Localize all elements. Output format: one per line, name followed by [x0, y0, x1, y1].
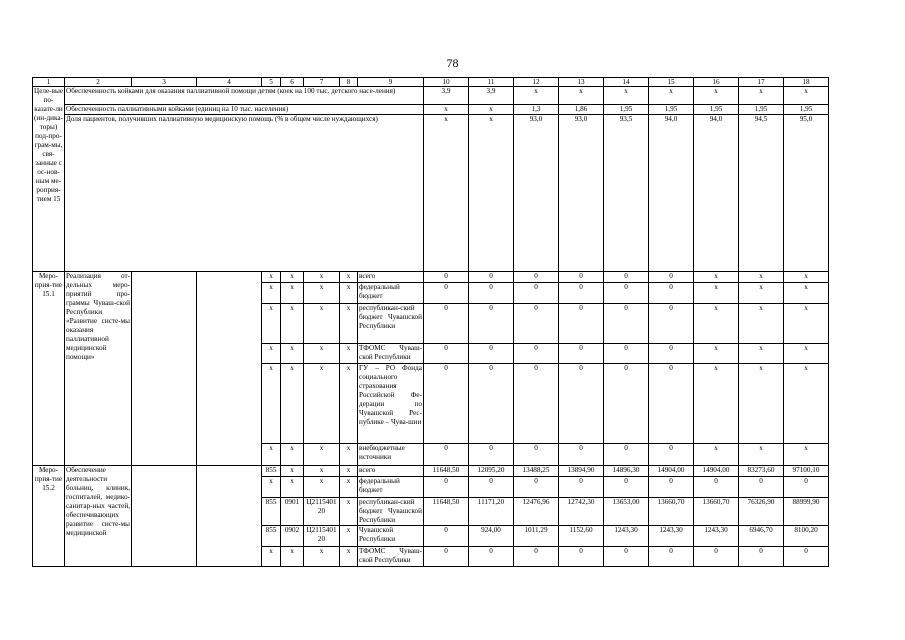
- funding-value: x: [739, 272, 784, 283]
- funding-value: 12742,30: [559, 498, 604, 526]
- funding-value: 6946,70: [739, 526, 784, 547]
- funding-value: 13894,90: [559, 466, 604, 477]
- indicator-row: [33, 105, 829, 115]
- funding-value: 14896,30: [604, 466, 649, 477]
- indicator-value: x: [469, 115, 514, 272]
- funding-value: 97100,10: [784, 466, 829, 477]
- column-header: 14: [604, 78, 649, 87]
- funding-value: 0: [784, 547, 829, 567]
- target-article: x: [304, 477, 340, 498]
- funding-value: x: [739, 364, 784, 444]
- funding-source: республикан-ский бюджет Чувашской Республики: [359, 498, 422, 524]
- indicator-value: 93,0: [514, 115, 559, 272]
- funding-value: 0: [604, 364, 649, 444]
- section-code: x: [281, 304, 304, 344]
- funding-value: 0: [469, 364, 514, 444]
- section-code: x: [281, 547, 304, 567]
- funding-value: 0: [469, 444, 514, 466]
- funding-value: x: [739, 444, 784, 466]
- indicator-value: 3,9: [424, 87, 469, 105]
- funding-value: 0: [424, 283, 469, 304]
- funding-value: x: [784, 344, 829, 364]
- funding-source: ТФОМС Чуваш-ской Республики: [358, 344, 424, 364]
- funding-value: x: [739, 304, 784, 344]
- funding-value: 0: [469, 547, 514, 567]
- funding-value: 0: [559, 283, 604, 304]
- section-code: x: [281, 272, 304, 283]
- indicator-name: Доля пациентов, получивших паллиативную медицинскую помощь (% в общем числе нуждающихся): [65, 115, 424, 272]
- funding-value: 0: [424, 344, 469, 364]
- funding-value: 0: [559, 364, 604, 444]
- funding-value: x: [694, 344, 739, 364]
- funding-value: 0: [424, 304, 469, 344]
- section-code: 0902: [281, 526, 304, 547]
- measure-name: Реализация от-дельных меро-приятий про-граммы Чуваш-ской Республики «Развитие систе-мы оказания паллиативной медицинской помощи»: [65, 272, 132, 466]
- funding-value: 83273,60: [739, 466, 784, 477]
- funding-value: 0: [649, 547, 694, 567]
- page-number: 78: [446, 56, 459, 70]
- indicator-value: 1,86: [559, 105, 604, 115]
- indicator-value: 94,5: [739, 115, 784, 272]
- funding-value: 13488,25: [514, 466, 559, 477]
- funding-value: 1243,30: [649, 526, 694, 547]
- funding-value: x: [784, 444, 829, 466]
- funding-value: 0: [604, 547, 649, 567]
- funding-value: x: [784, 283, 829, 304]
- target-article: x: [304, 344, 340, 364]
- measure-name: Обеспечение деятельности больниц, клиник, госпиталей, медико-санитар-ных частей, обеспечивающих развитие систе-мы медицинской: [65, 466, 132, 567]
- funding-source: федеральный бюджет: [358, 283, 424, 304]
- column-header: 8: [340, 78, 358, 87]
- target-article: x: [304, 444, 340, 466]
- indicator-value: 1,95: [604, 105, 649, 115]
- indicator-value: 1,3: [514, 105, 559, 115]
- funding-value: 0: [424, 526, 469, 547]
- funding-value: 0: [424, 444, 469, 466]
- funding-value: 0: [514, 444, 559, 466]
- indicator-value: x: [604, 87, 649, 105]
- measure-row: [33, 466, 829, 477]
- grbs-code: 855: [262, 466, 281, 477]
- funding-value: 0: [649, 304, 694, 344]
- funding-value: 0: [739, 477, 784, 498]
- funding-value: 0: [739, 547, 784, 567]
- funding-value: 0: [604, 477, 649, 498]
- indicator-value: 3,9: [469, 87, 514, 105]
- funding-value: 0: [649, 272, 694, 283]
- funding-value: 1011,29: [514, 526, 559, 547]
- indicator-value: x: [739, 87, 784, 105]
- funding-value: 924,00: [469, 526, 514, 547]
- column-header: 4: [197, 78, 262, 87]
- column-header: 10: [424, 78, 469, 87]
- funding-value: 13660,70: [649, 498, 694, 526]
- funding-value: x: [694, 444, 739, 466]
- funding-value: 0: [559, 344, 604, 364]
- indicator-name: Обеспеченность паллиативными койками (единиц на 10 тыс. населения): [65, 105, 424, 115]
- indicators-label: Целе-вые по-казате-ли (ин-дика-торы) под-про-грам-мы, свя-занные с ос-нов-ным ме-роприя-тием 15: [33, 87, 65, 272]
- funding-value: x: [694, 283, 739, 304]
- column-header: 7: [304, 78, 340, 87]
- funding-value: x: [694, 364, 739, 444]
- expense-type: x: [340, 444, 358, 466]
- indicator-value: x: [514, 87, 559, 105]
- indicator-value: 93,0: [559, 115, 604, 272]
- column-header: 5: [262, 78, 281, 87]
- co-executor: [197, 272, 262, 466]
- funding-value: 1243,30: [604, 526, 649, 547]
- expense-type: x: [340, 283, 358, 304]
- funding-value: x: [739, 283, 784, 304]
- responsible-executor: [132, 466, 197, 567]
- funding-value: 76326,90: [739, 498, 784, 526]
- grbs-code: x: [262, 344, 281, 364]
- grbs-code: x: [262, 364, 281, 444]
- column-header: 6: [281, 78, 304, 87]
- indicator-value: x: [784, 87, 829, 105]
- grbs-code: x: [262, 547, 281, 567]
- indicator-row: [33, 87, 829, 105]
- funding-source: республикан-ский бюджет Чувашской Республики: [358, 304, 424, 344]
- funding-value: 0: [469, 304, 514, 344]
- funding-value: 0: [604, 344, 649, 364]
- funding-value: 0: [514, 344, 559, 364]
- indicator-value: 94,0: [694, 115, 739, 272]
- section-code: x: [281, 477, 304, 498]
- funding-value: x: [784, 272, 829, 283]
- funding-value: 0: [514, 547, 559, 567]
- indicator-value: 1,95: [739, 105, 784, 115]
- expense-type: x: [340, 477, 358, 498]
- funding-value: 0: [649, 283, 694, 304]
- column-header: 9: [358, 78, 424, 87]
- indicator-value: x: [424, 105, 469, 115]
- section-code: x: [281, 364, 304, 444]
- target-article: Ц2115401 20: [304, 526, 340, 547]
- funding-source: ГУ – РО Фонда социального страхования Российской Фе-дерации по Чувашской Рес-публике – Чува-шии: [358, 364, 424, 444]
- target-article: Ц2115401 20: [304, 498, 340, 526]
- funding-value: 11648,50: [424, 466, 469, 477]
- funding-value: x: [694, 304, 739, 344]
- funding-value: 13653,00: [604, 498, 649, 526]
- column-header: 3: [132, 78, 197, 87]
- grbs-code: x: [262, 477, 281, 498]
- expense-type: x: [340, 526, 358, 547]
- funding-value: 0: [559, 547, 604, 567]
- funding-source: всего: [358, 272, 424, 283]
- funding-source: ТФОМС Чуваш-ской Республики: [358, 547, 424, 567]
- funding-value: 0: [559, 444, 604, 466]
- funding-value: 13660,70: [694, 498, 739, 526]
- section-code: x: [281, 466, 304, 477]
- section-code: x: [281, 444, 304, 466]
- column-header: 16: [694, 78, 739, 87]
- indicator-value: x: [694, 87, 739, 105]
- funding-value: 0: [559, 272, 604, 283]
- indicator-value: x: [559, 87, 604, 105]
- funding-value: 0: [559, 477, 604, 498]
- indicator-value: x: [469, 105, 514, 115]
- grbs-code: x: [262, 272, 281, 283]
- funding-value: 0: [649, 477, 694, 498]
- indicator-value: 93,5: [604, 115, 649, 272]
- expense-type: x: [340, 364, 358, 444]
- funding-value: 0: [424, 547, 469, 567]
- indicator-value: 94,0: [649, 115, 694, 272]
- funding-value: 0: [694, 477, 739, 498]
- indicator-name: Обеспеченность койками для оказания паллиативной помощи детям (коек на 100 тыс. детского насе-ления): [65, 87, 424, 105]
- section-code: x: [281, 283, 304, 304]
- indicator-value: x: [424, 115, 469, 272]
- funding-source: всего: [358, 466, 424, 477]
- funding-value: 14904,00: [649, 466, 694, 477]
- column-header: 15: [649, 78, 694, 87]
- funding-value: 0: [424, 364, 469, 444]
- funding-value: 88999,90: [784, 498, 829, 526]
- column-header: 12: [514, 78, 559, 87]
- indicator-value: 95,0: [784, 115, 829, 272]
- funding-value: 0: [514, 364, 559, 444]
- funding-value: 0: [469, 283, 514, 304]
- section-code: x: [281, 344, 304, 364]
- indicator-row: [33, 115, 829, 272]
- grbs-code: 855: [262, 498, 281, 526]
- co-executor: [197, 466, 262, 567]
- header-row: [33, 78, 829, 87]
- funding-value: 0: [559, 304, 604, 344]
- funding-value: 0: [649, 344, 694, 364]
- grbs-code: x: [262, 444, 281, 466]
- funding-value: 0: [469, 477, 514, 498]
- funding-value: 8100,20: [784, 526, 829, 547]
- funding-value: 12095,20: [469, 466, 514, 477]
- column-header: 11: [469, 78, 514, 87]
- funding-source: Чувашской Республики: [358, 526, 424, 547]
- grbs-code: x: [262, 304, 281, 344]
- measure-label: Меро-прия-тие 15.1: [33, 272, 65, 466]
- funding-value: x: [784, 304, 829, 344]
- expense-type: x: [340, 304, 358, 344]
- expense-type: x: [340, 344, 358, 364]
- funding-value: 0: [784, 477, 829, 498]
- target-article: x: [304, 304, 340, 344]
- funding-value: 0: [514, 272, 559, 283]
- indicator-value: 1,95: [649, 105, 694, 115]
- column-header: 1: [33, 78, 65, 87]
- target-article: x: [304, 466, 340, 477]
- funding-value: 0: [514, 283, 559, 304]
- section-code: 0901: [281, 498, 304, 526]
- funding-value: 1152,60: [559, 526, 604, 547]
- target-article: x: [304, 547, 340, 567]
- responsible-executor: [132, 272, 197, 466]
- funding-value: 0: [694, 547, 739, 567]
- funding-source: внебюджетные источники: [358, 444, 424, 466]
- expense-type: x: [340, 547, 358, 567]
- expense-type: x: [340, 272, 358, 283]
- indicator-value: 1,95: [784, 105, 829, 115]
- funding-source: федеральный бюджет: [358, 477, 424, 498]
- indicator-value: 1,95: [694, 105, 739, 115]
- expense-type: x: [340, 466, 358, 477]
- funding-value: 0: [514, 304, 559, 344]
- indicator-value: x: [649, 87, 694, 105]
- funding-value: 0: [604, 304, 649, 344]
- funding-value: 11648,50: [424, 498, 469, 526]
- funding-value: 12476,96: [514, 498, 559, 526]
- funding-value: 0: [514, 477, 559, 498]
- funding-value: 1243,30: [694, 526, 739, 547]
- measure-label: Меро-прия-тие 15.2: [33, 466, 65, 567]
- funding-value: 0: [649, 444, 694, 466]
- program-table: [32, 77, 829, 567]
- funding-value: 0: [469, 344, 514, 364]
- funding-value: 0: [469, 272, 514, 283]
- column-header: 2: [65, 78, 132, 87]
- target-article: x: [304, 364, 340, 444]
- funding-value: 0: [604, 444, 649, 466]
- grbs-code: x: [262, 283, 281, 304]
- column-header: 13: [559, 78, 604, 87]
- funding-value: x: [694, 272, 739, 283]
- funding-value: 0: [604, 272, 649, 283]
- funding-value: 0: [424, 272, 469, 283]
- target-article: x: [304, 272, 340, 283]
- funding-value: 14904,00: [694, 466, 739, 477]
- column-header: 17: [739, 78, 784, 87]
- funding-value: 0: [649, 364, 694, 444]
- grbs-code: 855: [262, 526, 281, 547]
- funding-value: 11171,20: [469, 498, 514, 526]
- column-header: 18: [784, 78, 829, 87]
- target-article: x: [304, 283, 340, 304]
- funding-value: 0: [604, 283, 649, 304]
- funding-value: x: [784, 364, 829, 444]
- expense-type: x: [340, 498, 358, 526]
- funding-value: x: [739, 344, 784, 364]
- measure-row: [33, 272, 829, 283]
- funding-value: 0: [424, 477, 469, 498]
